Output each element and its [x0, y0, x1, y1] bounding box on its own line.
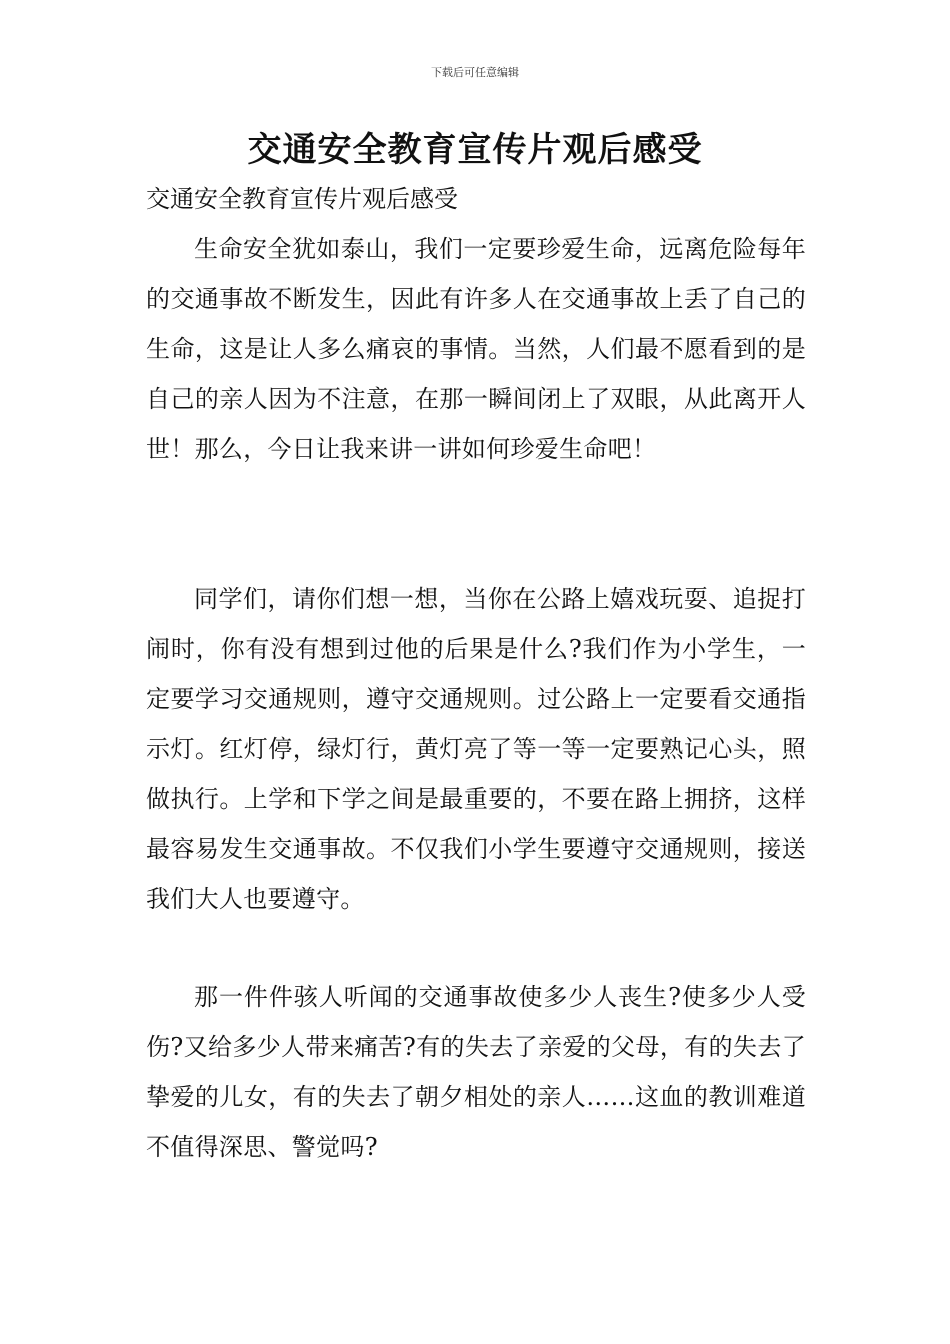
header-note: 下载后可任意编辑 — [431, 66, 519, 79]
paragraph-1: 生命安全犹如泰山，我们一定要珍爱生命，远离危险每年的交通事故不断发生，因此有许多人在交通事故上丢了自己的生命，这是让人多么痛哀的事情。当然，人们最不愿看到的是自己的亲人因为不注意，在那一瞬间闭上了双眼，从此离开人世！那么，今日让我来讲一讲如何珍爱生命吧！ — [146, 235, 806, 463]
paragraph-2: 同学们，请你们想一想，当你在公路上嬉戏玩耍、追捉打闹时，你有没有想到过他的后果是什么?我们作为小学生，一定要学习交通规则，遵守交通规则。过公路上一定要看交通指示灯。红灯停，绿灯行，黄灯亮了等一等一定要熟记心头，照做执行。上学和下学之间是最重要的，不要在路上拥挤，这样最容易发生交通事故。不仅我们小学生要遵守交通规则，接送我们大人也要遵守。 — [146, 585, 806, 913]
document-title: 交通安全教育宣传片观后感受 — [247, 130, 703, 170]
paragraph-3: 那一件件骇人听闻的交通事故使多少人丧生?使多少人受伤?又给多少人带来痛苦?有的失去了亲爱的父母，有的失去了挚爱的儿女，有的失去了朝夕相处的亲人……这血的教训难道不值得深思、警觉吗? — [146, 983, 806, 1161]
document-subtitle: 交通安全教育宣传片观后感受 — [146, 185, 458, 213]
